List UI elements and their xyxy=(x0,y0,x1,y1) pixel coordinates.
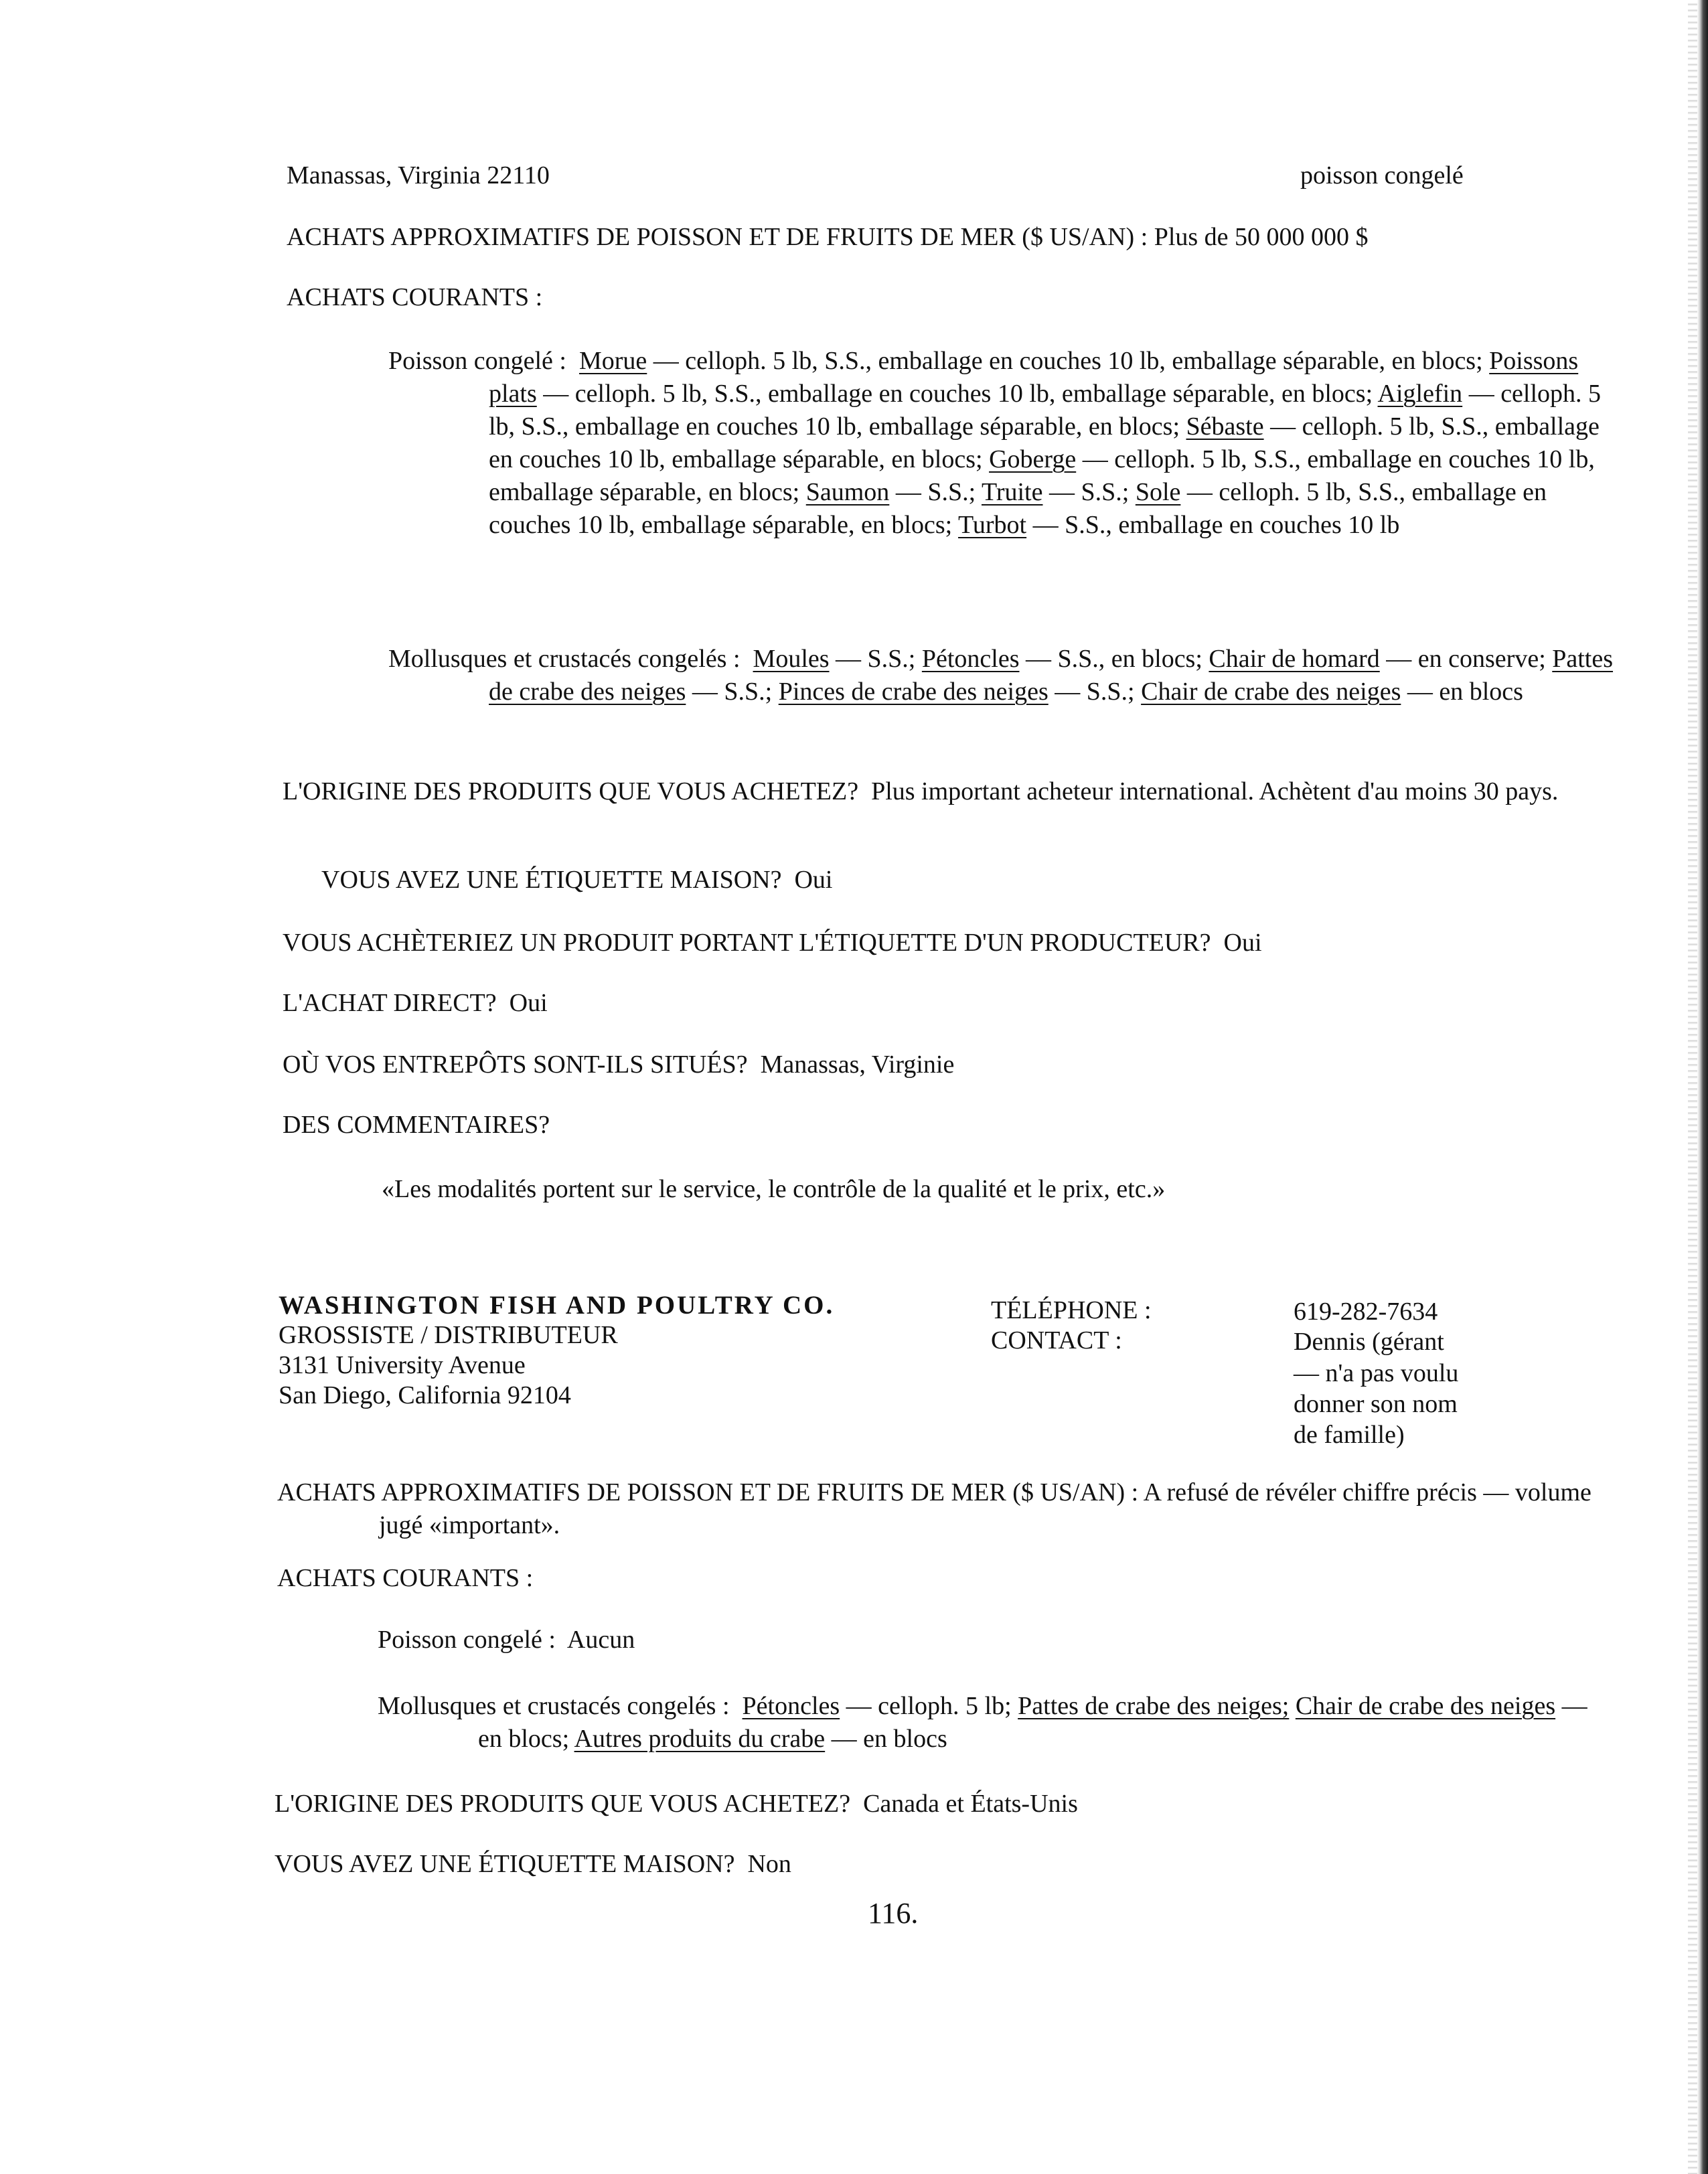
qa-house-label xyxy=(321,864,832,897)
scan-edge xyxy=(1697,0,1708,2174)
current-purchases-heading-2: ACHATS COURANTS : xyxy=(277,1564,534,1592)
qa-question: VOUS ACHÈTERIEZ UN PRODUIT PORTANT L'ÉTIQUETTE D'UN PRODUCTEUR? xyxy=(283,929,1211,957)
company-street: 3131 University Avenue xyxy=(279,1351,526,1379)
frozen-fish-label: Poisson congelé : xyxy=(388,347,566,375)
company-name: WASHINGTON FISH AND POULTRY CO. xyxy=(279,1291,835,1320)
fish-item-desc: — celloph. 5 lb, S.S., emballage en couches 10 lb, emballage séparable, en blocs; xyxy=(536,380,1373,408)
fish-item-desc: — S.S.; xyxy=(889,478,976,506)
shellfish-item-desc: — en conserve; xyxy=(1379,645,1546,673)
frozen-fish-label: Poisson congelé : xyxy=(378,1626,556,1654)
fish-item-name: Turbot xyxy=(958,511,1027,539)
qa-warehouses xyxy=(283,1049,954,1081)
company-city: San Diego, California 92104 xyxy=(279,1381,571,1409)
current-purchases-heading: ACHATS COURANTS : xyxy=(287,283,543,311)
fish-item-desc: — celloph. 5 lb, S.S., emballage en couches 10 lb, emballage séparable, en blocs; xyxy=(647,347,1483,375)
frozen-shellfish-section xyxy=(388,643,1627,708)
frozen-shellfish-section-2 xyxy=(378,1690,1616,1756)
shellfish-item-name: Chair de crabe des neiges xyxy=(1295,1692,1556,1720)
qa-question: VOUS AVEZ UNE ÉTIQUETTE MAISON? xyxy=(321,866,782,894)
shellfish-item-name: Moules xyxy=(753,645,830,673)
qa-question: OÙ VOS ENTREPÔTS SONT-ILS SITUÉS? xyxy=(283,1051,748,1079)
fish-item-name: Poissons plats xyxy=(489,347,1579,408)
qa-question: L'ACHAT DIRECT? xyxy=(283,989,497,1017)
contact-line: de famille) xyxy=(1294,1421,1405,1449)
fish-item-desc: — S.S., emballage en couches 10 lb xyxy=(1026,511,1400,539)
shellfish-item-desc: — S.S.; xyxy=(686,678,773,706)
purchases-text: ACHATS APPROXIMATIFS DE POISSON ET DE FRUITS DE MER ($ US/AN) : A refusé de révéler chiffre précis — volume jugé «important». xyxy=(277,1478,1591,1539)
fish-item-name: Goberge xyxy=(989,445,1077,473)
qa-question: VOUS AVEZ UNE ÉTIQUETTE MAISON? xyxy=(275,1850,735,1878)
shellfish-item-name: Chair de crabe des neiges xyxy=(1141,678,1401,706)
qa-answer: Oui xyxy=(1223,929,1262,957)
fish-item-desc: — celloph. 5 lb, S.S., emballage en couches 10 lb, emballage séparable, en blocs; xyxy=(489,445,1595,506)
purchases-line: ACHATS APPROXIMATIFS DE POISSON ET DE FRUITS DE MER ($ US/AN) : Plus de 50 000 000 $ xyxy=(287,223,1369,251)
scan-edge-speckle xyxy=(1688,0,1697,2174)
comment-text: «Les modalités portent sur le service, le contrôle de la qualité et le prix, etc.» xyxy=(382,1175,1166,1203)
frozen-fish-line-2 xyxy=(378,1624,635,1656)
company-type: GROSSISTE / DISTRIBUTEUR xyxy=(279,1321,618,1349)
shellfish-item-desc: — en blocs xyxy=(825,1725,947,1753)
qa-answer: Manassas, Virginie xyxy=(760,1051,955,1079)
shellfish-item-desc: — S.S.; xyxy=(1048,678,1135,706)
qa-answer: Oui xyxy=(509,989,548,1017)
contact-line: donner son nom xyxy=(1294,1390,1458,1418)
shellfish-item-name: Pétoncles xyxy=(921,645,1020,673)
qa-answer: Oui xyxy=(794,866,833,894)
frozen-fish-value: Aucun xyxy=(566,1626,635,1654)
shellfish-item-name: Pinces de crabe des neiges xyxy=(778,678,1049,706)
fish-item-name: Sole xyxy=(1135,478,1181,506)
purchases-line-2 xyxy=(277,1476,1604,1542)
contact-line: — n'a pas voulu xyxy=(1294,1359,1459,1387)
fish-item-name: Sébaste xyxy=(1186,412,1264,441)
fish-item-desc: — celloph. 5 lb, S.S., emballage en couches 10 lb, emballage séparable, en blocs; xyxy=(489,478,1547,539)
shellfish-item-desc: — celloph. 5 lb; xyxy=(840,1692,1012,1720)
fish-item-name: Morue xyxy=(578,347,647,375)
phone-label: TÉLÉPHONE : xyxy=(991,1296,1152,1324)
fish-item-name: Saumon xyxy=(805,478,890,506)
shellfish-label: Mollusques et crustacés congelés : xyxy=(378,1692,730,1720)
shellfish-item-name: Chair de homard xyxy=(1209,645,1380,673)
shellfish-item-desc: — en blocs; xyxy=(478,1692,1587,1753)
qa-question: L'ORIGINE DES PRODUITS QUE VOUS ACHETEZ? xyxy=(283,777,859,805)
fish-item-desc: — S.S.; xyxy=(1042,478,1130,506)
contact-line: Dennis (gérant xyxy=(1294,1328,1444,1356)
page-number: 116. xyxy=(868,1897,919,1930)
fish-item-desc: — celloph. 5 lb, S.S., emballage en couches 10 lb, emballage séparable, en blocs; xyxy=(489,412,1600,473)
header-address: Manassas, Virginia 22110 xyxy=(287,161,550,189)
shellfish-item-desc: — S.S.; xyxy=(829,645,916,673)
qa-producer-label xyxy=(283,927,1262,959)
shellfish-item-name: Pattes de crabe des neiges; xyxy=(1018,1692,1290,1720)
qa-origin xyxy=(283,775,1602,808)
shellfish-item-name: Pattes de crabe des neiges xyxy=(489,645,1614,706)
qa-answer: Non xyxy=(747,1850,791,1878)
qa-direct-purchase xyxy=(283,987,548,1020)
shellfish-item-name: Pétoncles xyxy=(742,1692,840,1720)
qa-answer: Plus important acheteur international. Achètent d'au moins 30 pays. xyxy=(871,777,1559,805)
qa-house-label-2 xyxy=(275,1848,791,1881)
frozen-fish-section xyxy=(388,345,1627,542)
phone-value: 619-282-7634 xyxy=(1294,1298,1438,1326)
qa-origin-2 xyxy=(275,1788,1078,1820)
shellfish-item-name: Autres produits du crabe xyxy=(574,1725,826,1753)
fish-item-name: Truite xyxy=(981,478,1043,506)
qa-answer: Canada et États-Unis xyxy=(863,1790,1078,1818)
shellfish-label: Mollusques et crustacés congelés : xyxy=(388,645,741,673)
header-category: poisson congelé xyxy=(1300,161,1464,189)
shellfish-item-desc: — S.S., en blocs; xyxy=(1019,645,1202,673)
shellfish-item-desc: — en blocs xyxy=(1401,678,1523,706)
comments-heading: DES COMMENTAIRES? xyxy=(283,1111,550,1139)
fish-item-desc: — celloph. 5 lb, S.S., emballage en couches 10 lb, emballage séparable, en blocs; xyxy=(489,380,1602,441)
contact-label: CONTACT : xyxy=(991,1326,1122,1354)
qa-question: L'ORIGINE DES PRODUITS QUE VOUS ACHETEZ? xyxy=(275,1790,851,1818)
fish-item-name: Aiglefin xyxy=(1377,380,1463,408)
